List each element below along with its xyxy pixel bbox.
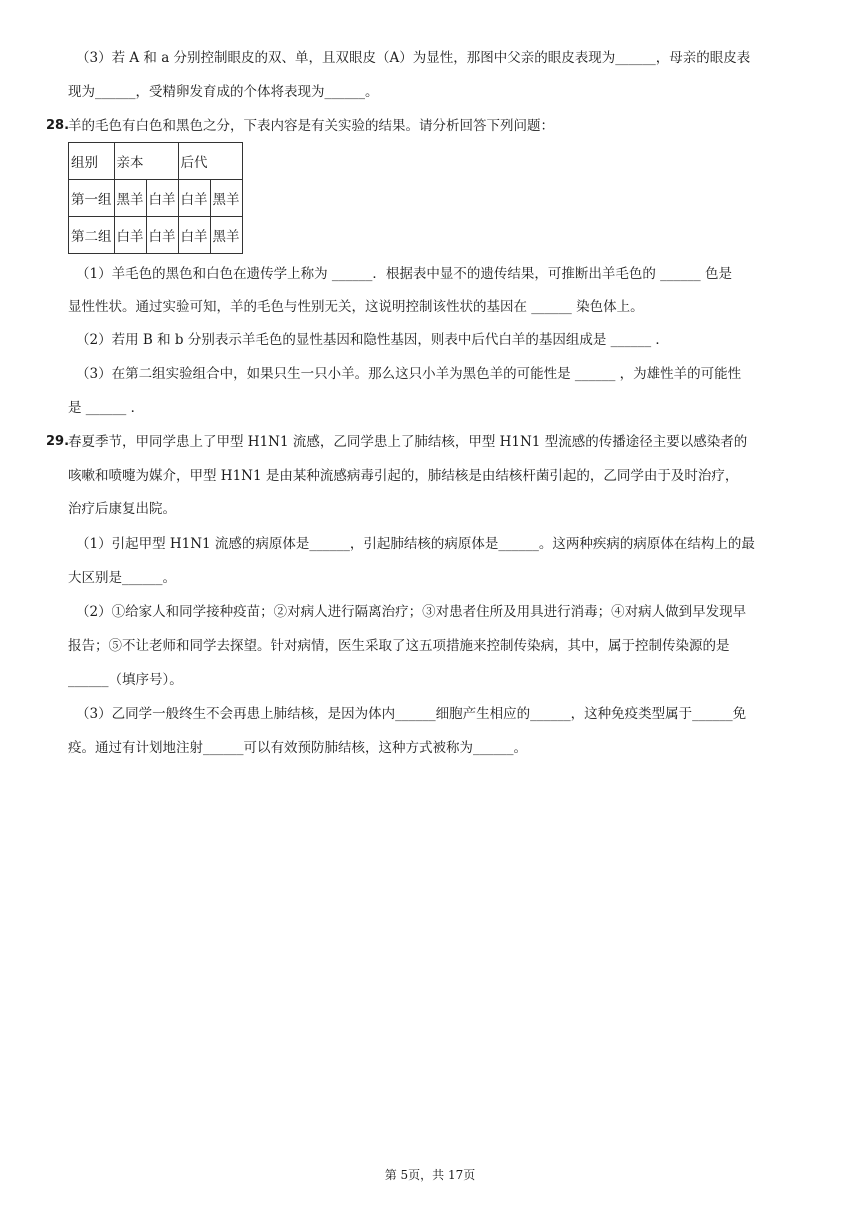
- q28-part3-line2: 是 ______ ．: [68, 400, 145, 416]
- table-cell: 黑羊: [210, 217, 242, 254]
- q29-part1-line1: （1）引起甲型 H1N1 流感的病原体是______，引起肺结核的病原体是______。这两种疾病的病原体在结构上的最: [76, 536, 755, 552]
- q29-part2-line3: ______（填序号）。: [68, 672, 183, 688]
- table-cell: 黑羊: [210, 180, 242, 217]
- q29-part2-line2: 报告；⑤不让老师和同学去探望。针对病情，医生采取了这五项措施来控制传染病，其中，属于控制传染源的是: [68, 638, 730, 654]
- table-header-row: [69, 143, 243, 180]
- q28-part2: （2）若用 B 和 b 分别表示羊毛色的显性基因和隐性基因，则表中后代白羊的基因组成是 ______ ．: [76, 332, 669, 348]
- table-cell: 白羊: [178, 217, 210, 254]
- q29-part3-line2: 疫。通过有计划地注射______可以有效预防肺结核，这种方式被称为______。: [68, 740, 527, 756]
- table-row: [69, 180, 243, 217]
- q29-part1-line2: 大区别是______。: [68, 570, 176, 586]
- q29-intro-line3: 治疗后康复出院。: [68, 501, 176, 517]
- q27-part3-line1: （3）若 A 和 a 分别控制眼皮的双、单，且双眼皮（A）为显性，那图中父亲的眼皮表现为______，母亲的眼皮表: [76, 50, 751, 66]
- q27-part3-line2: 现为______，受精卵发育成的个体将表现为______。: [68, 84, 379, 100]
- q28-part3-line1: （3）在第二组实验组合中，如果只生一只小羊。那么这只小羊为黑色羊的可能性是 ______ ，为雄性羊的可能性: [76, 366, 742, 382]
- q29-intro-line1: 春夏季节，甲同学患上了甲型 H1N1 流感，乙同学患上了肺结核，甲型 H1N1 型流感的传播途径主要以感染者的: [68, 434, 748, 450]
- q29-number: 29.: [46, 434, 70, 449]
- q29-part3-line1: （3）乙同学一般终生不会再患上肺结核，是因为体内______细胞产生相应的______，这种免疫类型属于______免: [76, 706, 747, 722]
- q28-part1-line1: （1）羊毛色的黑色和白色在遗传学上称为 ______．根据表中显不的遗传结果，可推断出羊毛色的 ______ 色是: [76, 266, 732, 282]
- q29-part2-line1: （2）①给家人和同学接种疫苗；②对病人进行隔离治疗；③对患者住所及用具进行消毒；④对病人做到早发现早: [76, 604, 747, 620]
- q29-intro-line2: 咳嗽和喷嚏为媒介，甲型 H1N1 是由某种流感病毒引起的，肺结核是由结核杆菌引起的，乙同学由于及时治疗，: [68, 468, 739, 484]
- q28-part1-line2: 显性性状。通过实验可知，羊的毛色与性别无关，这说明控制该性状的基因在 ______ 染色体上。: [68, 299, 644, 315]
- table-cell: 白羊: [114, 217, 146, 254]
- table-header-cell: 亲本: [114, 143, 178, 180]
- table-cell: 黑羊: [114, 180, 146, 217]
- table-cell: 白羊: [178, 180, 210, 217]
- table-cell: 第二组: [69, 217, 115, 254]
- q28-table: [68, 142, 243, 254]
- table-header-cell: 组别: [69, 143, 115, 180]
- table-cell: 白羊: [146, 180, 178, 217]
- table-header-cell: 后代: [178, 143, 242, 180]
- table-cell: 白羊: [146, 217, 178, 254]
- q28-intro: 羊的毛色有白色和黑色之分，下表内容是有关实验的结果。请分析回答下列问题：: [68, 118, 554, 134]
- table-row: [69, 217, 243, 254]
- q28-number: 28.: [46, 118, 70, 133]
- page-footer: 第 5页，共 17页: [384, 1168, 476, 1182]
- table-cell: 第一组: [69, 180, 115, 217]
